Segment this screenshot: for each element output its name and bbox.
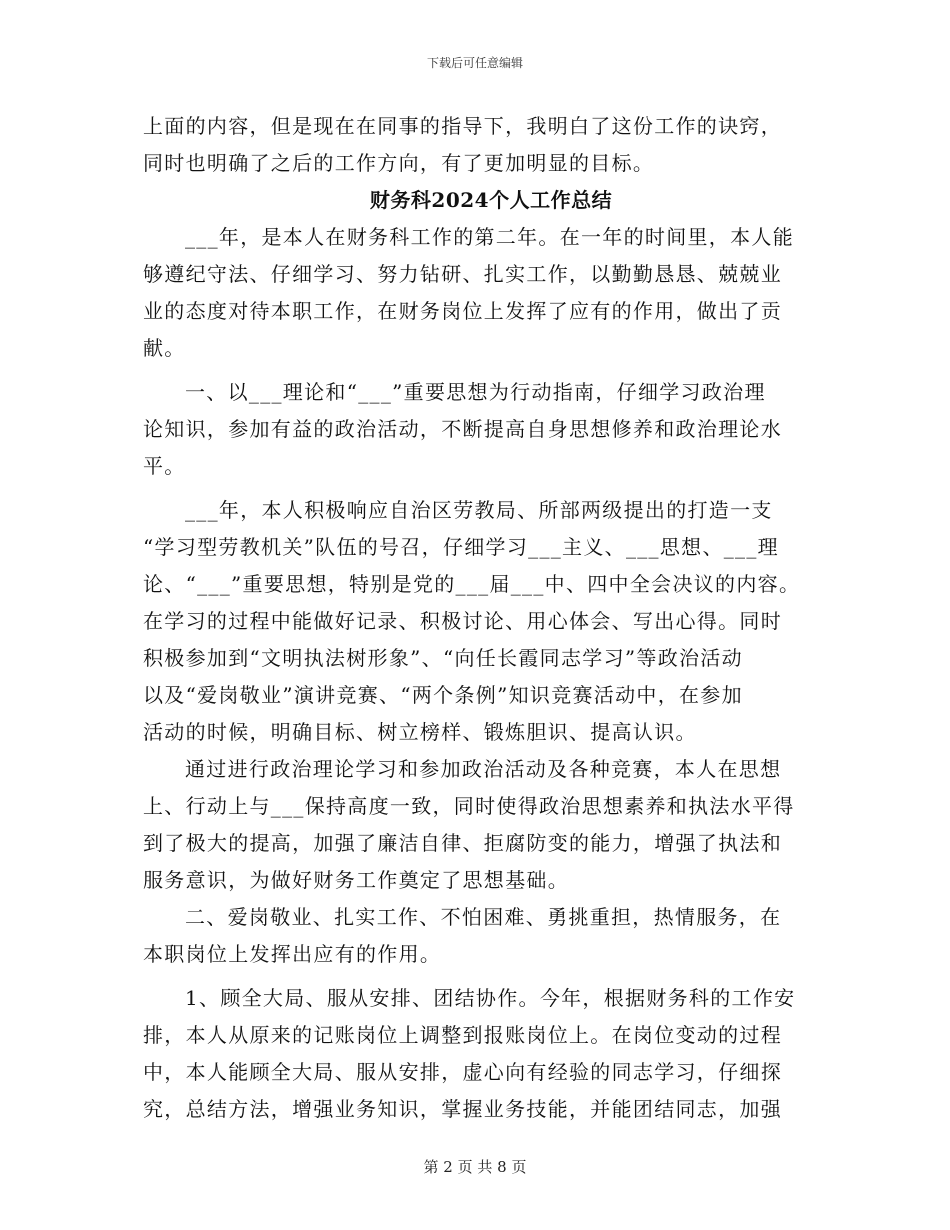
paragraph-line: 平。	[143, 454, 186, 478]
paragraph-line: 一、以___理论和“___”重要思想为行动指南，仔细学习政治理	[185, 380, 766, 404]
document-body	[143, 108, 809, 1128]
paragraph-line: 究，总结方法，增强业务知识，掌握业务技能，并能团结同志，加强	[143, 1097, 782, 1121]
intro-line: 同时也明确了之后的工作方向，有了更加明显的目标。	[143, 151, 655, 175]
paragraph-line: 排，本人从原来的记账岗位上调整到报账岗位上。在岗位变动的过程	[143, 1023, 782, 1047]
paragraph-line: 服务意识，为做好财务工作奠定了思想基础。	[143, 868, 569, 892]
page-header: 下载后可任意编辑	[426, 56, 523, 70]
paragraph	[143, 492, 809, 751]
paragraph-line: 在学习的过程中能做好记录、积极讨论、用心体会、写出心得。同时	[143, 609, 782, 633]
paragraph-line: 中，本人能顾全大局、服从安排，虚心向有经验的同志学习，仔细探	[143, 1060, 782, 1084]
paragraph	[143, 899, 809, 973]
paragraph-line: 活动的时候，明确目标、树立榜样、锻炼胆识、提高认识。	[143, 720, 697, 744]
paragraph-line: ___年，本人积极响应自治区劳教局、所部两级提出的打造一支	[185, 498, 773, 522]
paragraph-line: 1、顾全大局、服从安排、团结协作。今年，根据财务科的工作安	[185, 986, 796, 1010]
paragraph-line: 论、“___”重要思想，特别是党的___届___中、四中全会决议的内容。	[143, 572, 801, 596]
paragraph-line: 业的态度对待本职工作，在财务岗位上发挥了应有的作用，做出了贡	[143, 299, 782, 323]
paragraph-line: “学习型劳教机关”队伍的号召，仔细学习___主义、___思想、___理	[143, 535, 779, 559]
intro-line: 上面的内容，但是现在在同事的指导下，我明白了这份工作的诀窍，	[143, 114, 782, 138]
paragraph-line: 以及“爱岗敬业”演讲竞赛、“两个条例”知识竞赛活动中，在参加	[143, 683, 743, 707]
page-number-footer: 第 2 页 共 8 页	[423, 1158, 527, 1176]
paragraph	[143, 751, 809, 899]
paragraph	[143, 980, 809, 1128]
paragraph-line: 积极参加到“文明执法树形象”、“向任长霞同志学习”等政治活动	[143, 646, 743, 670]
paragraph-line: 通过进行政治理论学习和参加政治活动及各种竞赛，本人在思想	[185, 757, 782, 781]
paragraph-line: 献。	[143, 336, 186, 360]
paragraph-line: 上、行动上与___保持高度一致，同时使得政治思想素养和执法水平得	[143, 794, 795, 818]
paragraph-line: ___年，是本人在财务科工作的第二年。在一年的时间里，本人能	[185, 225, 794, 249]
paragraph-line: 二、爱岗敬业、扎实工作、不怕困难、勇挑重担，热情服务，在	[185, 905, 782, 929]
paragraph-line: 到了极大的提高，加强了廉洁自律、拒腐防变的能力，增强了执法和	[143, 831, 782, 855]
document-title: 财务科2024个人工作总结	[369, 188, 613, 212]
paragraph	[143, 219, 809, 367]
paragraph-line: 够遵纪守法、仔细学习、努力钻研、扎实工作，以勤勤恳恳、兢兢业	[143, 262, 782, 286]
paragraph-line: 论知识，参加有益的政治活动，不断提高自身思想修养和政治理论水	[143, 417, 782, 441]
paragraph-line: 本职岗位上发挥出应有的作用。	[143, 942, 442, 966]
paragraph	[143, 374, 809, 485]
